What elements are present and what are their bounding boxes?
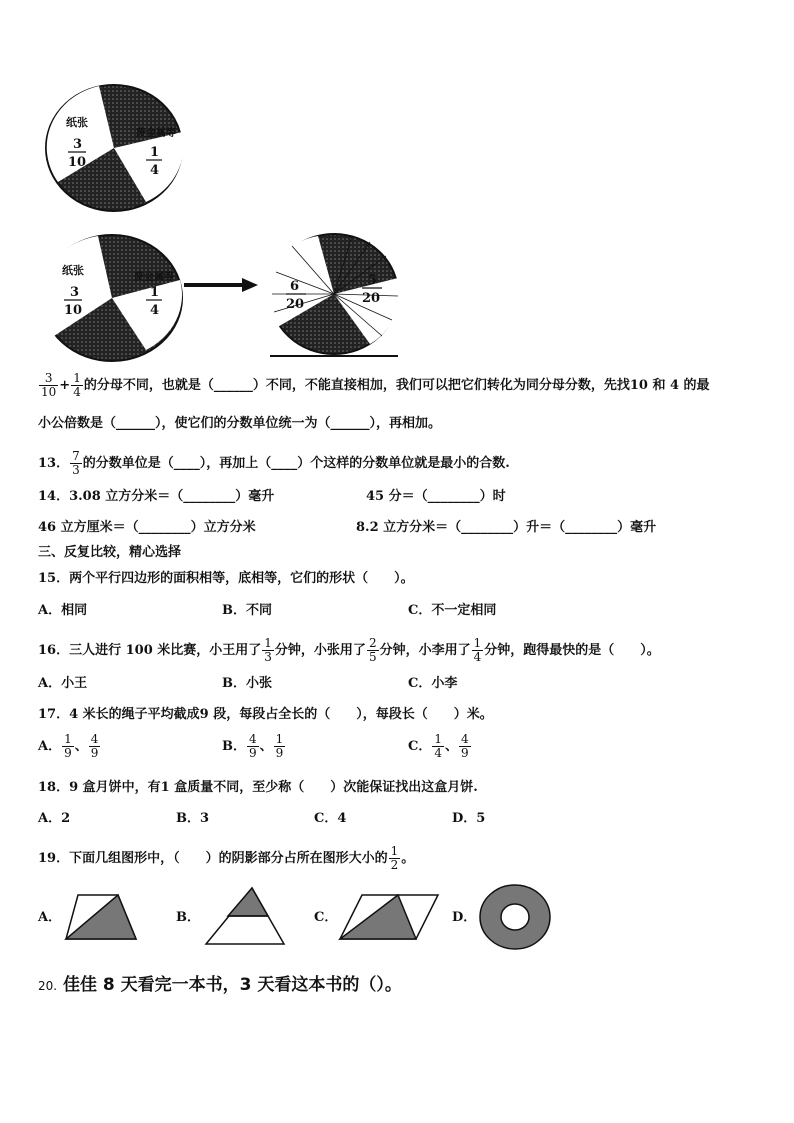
question-18: 18．9 盒月饼中，有1 盒质量不同，至少称（ ）次能保证找出这盒月饼. (38, 780, 478, 795)
fraction: $\frac{1}{4}$ (473, 636, 482, 664)
option-c[interactable]: C．4 (314, 811, 347, 826)
question-19: 19．下面几组图形中，（ ）的阴影部分占所在图形大小的 $\frac{1}{2}$ 。 (38, 844, 415, 872)
arrow-right-icon (182, 276, 260, 294)
option-b[interactable]: B． (176, 910, 200, 925)
section-heading: 三、反复比较，精心选择 (38, 545, 182, 560)
question-17: 17．4 米长的绳子平均截成9 段，每段占全长的（ ），每段长（ ）米。 (38, 707, 493, 722)
option-c[interactable]: C．不一定相同 (408, 603, 497, 618)
pie-top-metal-num: 1 (150, 145, 160, 160)
question-16: 16．三人进行 100 米比赛，小王用了 $\frac{1}{3}$ 分钟，小张用了 $\frac{2}{5}$ 分钟，小李用了 $\frac{1}{4}$ 分钟，跑得最快的是（ ）。 (38, 636, 660, 664)
pie-left-metal-label: 废金属等 (134, 272, 174, 283)
question-15: 15．两个平行四边形的面积相等，底相等，它们的形状（ ）。 (38, 571, 414, 586)
pie-left-paper-num: 3 (70, 285, 80, 300)
pie-top-paper-num: 3 (73, 137, 83, 152)
fraction: $\frac{3}{10}$ (41, 371, 57, 399)
option-d[interactable]: D．5 (452, 811, 486, 826)
question-20: 20. 佳佳 8 天看完一本书，3 天看这本书的（）。 (38, 975, 402, 995)
option-a[interactable]: A．2 (38, 811, 71, 826)
option-d[interactable]: D． (452, 910, 477, 925)
pie-top-metal-den: 4 (150, 163, 160, 178)
option-a[interactable]: A． (38, 910, 62, 925)
question-14-b: 45 分＝（________）时 (366, 489, 506, 504)
pie-right-a-den: 20 (286, 297, 305, 312)
pie-left-metal-den: 4 (150, 303, 160, 318)
intro-line-2: 小公倍数是（______），使它们的分数单位统一为（______），再相加。 (38, 416, 442, 431)
triangle-figure (202, 886, 288, 946)
option-a[interactable]: A．相同 (38, 603, 88, 618)
option-b[interactable]: B．小张 (222, 676, 272, 691)
option-c[interactable]: C． $\frac{1}{4}$ 、 $\frac{4}{9}$ (408, 732, 469, 760)
pie-right-b-num: 5 (368, 273, 378, 288)
option-b[interactable]: B． $\frac{4}{9}$ 、 $\frac{1}{9}$ (222, 732, 284, 760)
pie-right-b-den: 20 (362, 291, 381, 306)
trapezoid-diagonal-figure (64, 893, 140, 941)
question-13: 13． $\frac{7}{3}$ 的分数单位是（____），再加上（____）个这样的分数单位就是最小的合数. (38, 449, 510, 477)
fraction: $\frac{1}{3}$ (264, 636, 272, 664)
option-b[interactable]: B．不同 (222, 603, 272, 618)
pie-top-metal-label: 废金属等 (136, 128, 176, 139)
pie-top-paper-den: 10 (68, 155, 87, 170)
fraction: $\frac{1}{2}$ (390, 844, 399, 872)
pie-right-a-num: 6 (290, 279, 300, 294)
pie-top-paper-label: 纸张 (66, 116, 88, 129)
parallelogram-figure (338, 893, 440, 941)
pie-left-paper-label: 纸张 (62, 264, 84, 277)
option-b[interactable]: B．3 (176, 811, 210, 826)
pie-left-metal-num: 1 (150, 285, 160, 300)
fraction: $\frac{7}{3}$ (72, 449, 80, 477)
pie-diagram-left (40, 232, 186, 364)
option-a[interactable]: A．小王 (38, 676, 88, 691)
question-14-a: 14．3.08 立方分米＝（________）毫升 (38, 489, 275, 504)
pie-left-paper-den: 10 (64, 303, 83, 318)
option-c[interactable]: C．小李 (408, 676, 458, 691)
option-c[interactable]: C． (314, 910, 338, 925)
ring-figure (478, 883, 552, 951)
intro-line-1: $\frac{3}{10}$ + $\frac{1}{4}$ 的分母不同，也就是（______）不同，不能直接相加，我们可以把它们转化为同分母分数，先找10 和 4 的最 (41, 371, 710, 399)
fraction: $\frac{2}{5}$ (368, 636, 377, 664)
question-14-c: 46 立方厘米＝（________）立方分米 (38, 520, 256, 535)
option-a[interactable]: A． $\frac{1}{9}$ 、 $\frac{4}{9}$ (38, 732, 99, 760)
pie-diagram-top (44, 82, 186, 214)
question-14-d: 8.2 立方分米＝（________）升＝（________）毫升 (356, 520, 657, 535)
pie-diagram-right (266, 232, 402, 362)
fraction: $\frac{1}{4}$ (73, 371, 81, 399)
